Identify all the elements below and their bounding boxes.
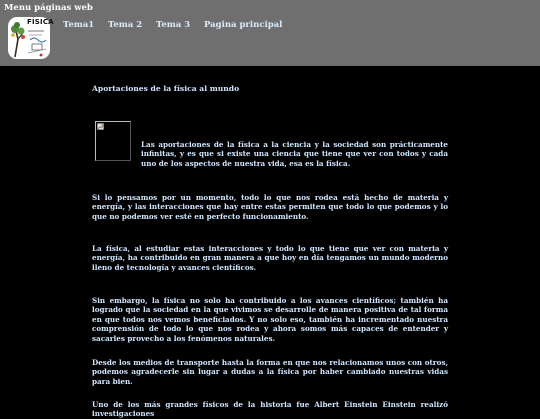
nav-tema-3[interactable]: Tema 3 bbox=[156, 20, 191, 30]
broken-image-icon bbox=[97, 123, 105, 131]
paragraph-2: Si lo pensamos por un momento, todo lo que nos rodea está hecho de materia y energía, y las interacciones que hay entre estas permiten que todo lo que podemos y lo que no podemos ver esté en perfecto funcionamiento. bbox=[92, 193, 448, 221]
site-title: Menu páginas web bbox=[4, 3, 93, 13]
page-title: Aportaciones de la física al mundo bbox=[92, 84, 240, 93]
header-bar bbox=[0, 0, 540, 66]
paragraph-5: Desde los medios de transporte hasta la forma en que nos relacionamos unos con otros, podemos agradecerle sin lugar a dudas a la física por haber cambiado nuestras vidas para bien. bbox=[92, 358, 448, 386]
paragraph-4: Sin embargo, la física no solo ha contribuido a los avances científicos; también ha logrado que la sociedad en la que vivimos se desarrolle de manera positiva de tal forma en que todos nos vemos beneficiados. Y no solo eso, también ha incrementado nuestra comprensión de todo lo que nos rodea y ahora somos más capaces de entender y sacarles provecho a los fenómenos naturales. bbox=[92, 296, 448, 343]
nav-pagina-principal[interactable]: Pagina principal bbox=[204, 20, 283, 30]
broken-image bbox=[95, 121, 131, 161]
nav-tema-1[interactable]: Tema1 bbox=[63, 20, 95, 30]
physics-logo[interactable] bbox=[8, 17, 54, 59]
logo-label: FÍSICA bbox=[27, 18, 54, 26]
paragraph-6: Uno de los más grandes físicos de la historia fue Albert Einstein Einstein realizó investigaciones bbox=[92, 400, 448, 419]
nav-tema-2[interactable]: Tema 2 bbox=[108, 20, 143, 30]
paragraph-1: Las aportaciones de la física a la ciencia y la sociedad son prácticamente infinitas, y es que si existe una ciencia que tiene que ver con todos y cada uno de los aspectos de nuestra vida, esa es la física. bbox=[141, 140, 448, 168]
paragraph-3: La física, al estudiar estas interacciones y todo lo que tiene que ver con materia y energía, ha contribuido en gran manera a que hoy en día tengamos un mundo moderno lleno de tecnología y avances científicos. bbox=[92, 244, 448, 272]
